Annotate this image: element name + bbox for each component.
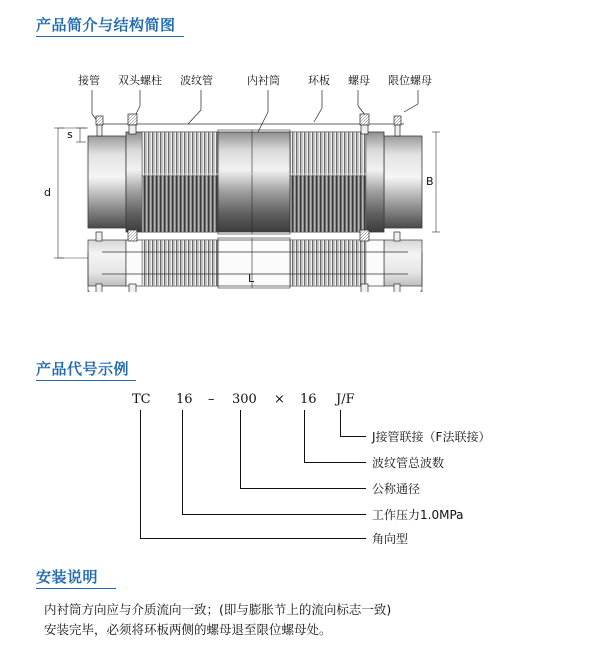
section-rule-code <box>36 380 136 381</box>
section-title-code: 产品代号示例 <box>36 360 130 378</box>
code-token-times: × <box>274 392 285 407</box>
section-rule-intro <box>36 36 184 37</box>
leader-pressure-vertical <box>182 410 183 514</box>
leader-diameter-vertical <box>240 410 241 488</box>
leader-pressure-horizontal <box>182 514 366 515</box>
install-instruction-line-1: 内衬筒方向应与介质流向一致；(即与膨胀节上的流向标志一致) <box>44 602 392 617</box>
callout-label-liner: 内衬筒 <box>247 74 280 87</box>
leader-type-vertical <box>140 410 141 538</box>
install-instruction-line-2: 安装完毕，必须将环板两侧的螺母退至限位螺母处。 <box>44 622 332 637</box>
code-desc-joint: J接管联接（F法联接） <box>372 430 491 444</box>
code-token-diameter: 300 <box>232 392 257 407</box>
leader-type-horizontal <box>140 538 366 539</box>
callout-label-ring-plate: 环板 <box>308 74 330 87</box>
callout-label-nut: 螺母 <box>348 74 370 87</box>
callout-label-bellows: 波纹管 <box>180 74 213 87</box>
leader-waves-horizontal <box>304 462 366 463</box>
code-token-joint: J/F <box>336 392 355 407</box>
dimension-label-B: B <box>426 175 434 188</box>
code-token-waves: 16 <box>300 392 317 407</box>
code-desc-diameter: 公称通径 <box>372 482 421 496</box>
expansion-joint-drawing <box>36 62 564 292</box>
product-code-example <box>36 392 564 546</box>
structure-diagram <box>36 62 564 292</box>
section-title-intro: 产品简介与结构简图 <box>36 16 176 34</box>
code-token-dash: – <box>208 392 215 407</box>
callout-label-nozzle: 接管 <box>78 74 100 87</box>
callout-label-limit-nut: 限位螺母 <box>388 74 432 87</box>
leader-waves-vertical <box>304 410 305 462</box>
leader-joint-vertical <box>340 410 341 436</box>
leader-diameter-horizontal <box>240 488 366 489</box>
section-title-install: 安装说明 <box>36 568 99 586</box>
dimension-label-d: d <box>44 186 51 199</box>
code-desc-type: 角向型 <box>372 532 409 546</box>
dimension-label-L: L <box>248 272 255 285</box>
dimension-label-s: s <box>67 128 73 141</box>
callout-label-stud-bolt: 双头螺柱 <box>118 74 162 87</box>
section-rule-install <box>36 588 116 589</box>
leader-joint-horizontal <box>340 436 366 437</box>
code-desc-waves: 波纹管总波数 <box>372 456 445 470</box>
code-token-type: TC <box>132 392 151 407</box>
code-token-pressure: 16 <box>176 392 193 407</box>
code-desc-pressure: 工作压力1.0MPa <box>372 508 464 522</box>
